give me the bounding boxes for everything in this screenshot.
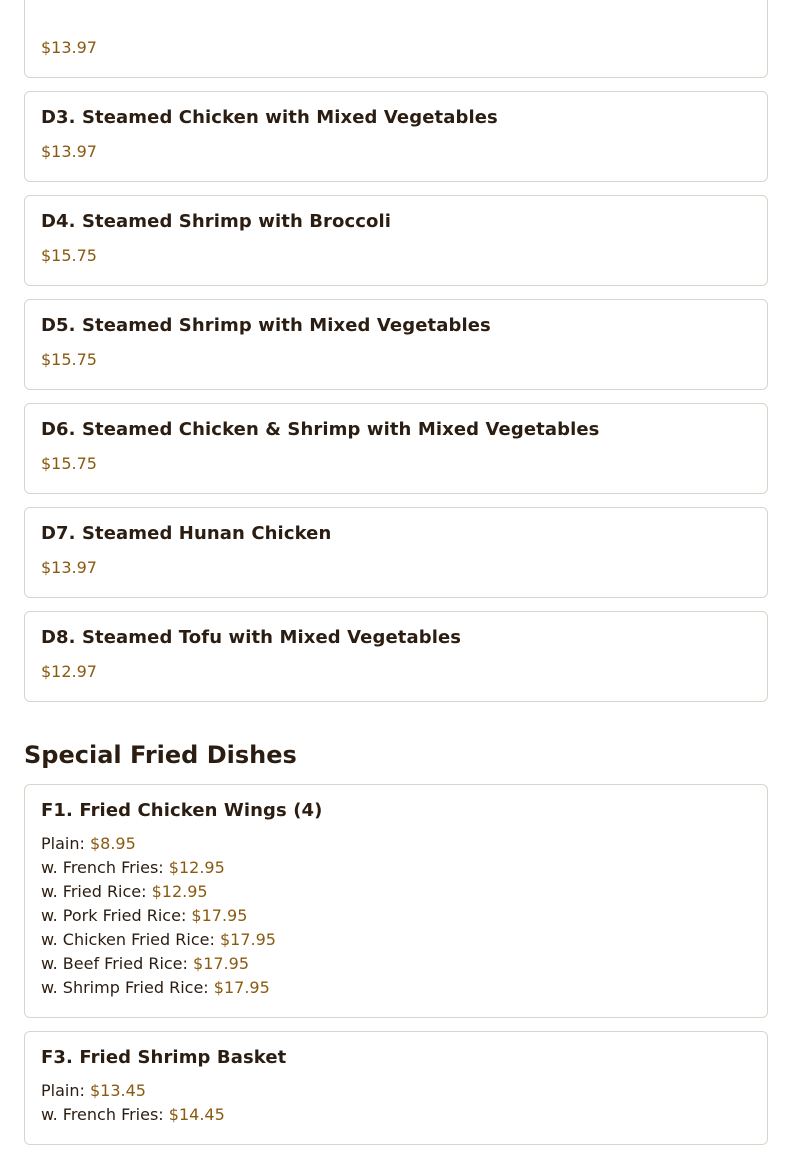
price-option xyxy=(41,952,751,976)
menu-item-card[interactable] xyxy=(24,91,768,182)
item-name: D3. Steamed Chicken with Mixed Vegetables xyxy=(41,107,498,128)
option-label: Plain: xyxy=(41,1081,85,1100)
price-option xyxy=(41,928,751,952)
section-title: Special Fried Dishes xyxy=(24,741,297,769)
item-name xyxy=(41,2,751,26)
menu-item-card[interactable] xyxy=(24,403,768,494)
price-option xyxy=(41,1079,751,1103)
menu-item-card[interactable] xyxy=(24,507,768,598)
item-price: $13.97 xyxy=(41,558,97,577)
menu-item-card[interactable] xyxy=(24,195,768,286)
menu-page xyxy=(24,0,768,1158)
option-price: $12.95 xyxy=(168,858,225,877)
option-price: $8.95 xyxy=(89,834,136,853)
price-option xyxy=(41,856,751,880)
item-price: $15.75 xyxy=(41,246,97,265)
price-option xyxy=(41,1103,751,1127)
menu-item-card[interactable] xyxy=(24,611,768,702)
menu-item-card[interactable] xyxy=(24,0,768,78)
option-label: Plain: xyxy=(41,834,85,853)
price-option xyxy=(41,976,751,1000)
item-name: F3. Fried Shrimp Basket xyxy=(41,1047,287,1068)
menu-item-card[interactable] xyxy=(24,784,768,1018)
option-label: w. Pork Fried Rice: xyxy=(41,906,187,925)
item-price: $15.75 xyxy=(41,350,97,369)
option-price: $14.45 xyxy=(168,1105,225,1124)
option-label: w. French Fries: xyxy=(41,1105,164,1124)
price-option xyxy=(41,904,751,928)
option-price: $17.95 xyxy=(219,930,276,949)
menu-item-card[interactable] xyxy=(24,1031,768,1145)
option-label: w. Chicken Fried Rice: xyxy=(41,930,215,949)
menu-item-card[interactable] xyxy=(24,299,768,390)
item-price: $15.75 xyxy=(41,454,97,473)
price-option xyxy=(41,832,751,856)
option-label: w. Beef Fried Rice: xyxy=(41,954,188,973)
item-price: $12.97 xyxy=(41,662,97,681)
item-price: $13.97 xyxy=(41,38,97,57)
price-options xyxy=(41,1079,751,1144)
item-name: D6. Steamed Chicken & Shrimp with Mixed Vegetables xyxy=(41,419,600,440)
item-name: D4. Steamed Shrimp with Broccoli xyxy=(41,211,392,232)
item-name: F1. Fried Chicken Wings (4) xyxy=(41,800,323,821)
item-price: $13.97 xyxy=(41,142,97,161)
option-price: $17.95 xyxy=(213,978,270,997)
price-options xyxy=(41,832,751,1017)
option-price: $13.45 xyxy=(89,1081,146,1100)
item-name: D7. Steamed Hunan Chicken xyxy=(41,523,332,544)
option-price: $17.95 xyxy=(191,906,248,925)
item-name: D5. Steamed Shrimp with Mixed Vegetables xyxy=(41,315,491,336)
item-name: D8. Steamed Tofu with Mixed Vegetables xyxy=(41,627,462,648)
price-option xyxy=(41,880,751,904)
option-label: w. Shrimp Fried Rice: xyxy=(41,978,209,997)
option-price: $12.95 xyxy=(151,882,208,901)
option-price: $17.95 xyxy=(193,954,249,973)
option-label: w. Fried Rice: xyxy=(41,882,147,901)
option-label: w. French Fries: xyxy=(41,858,164,877)
